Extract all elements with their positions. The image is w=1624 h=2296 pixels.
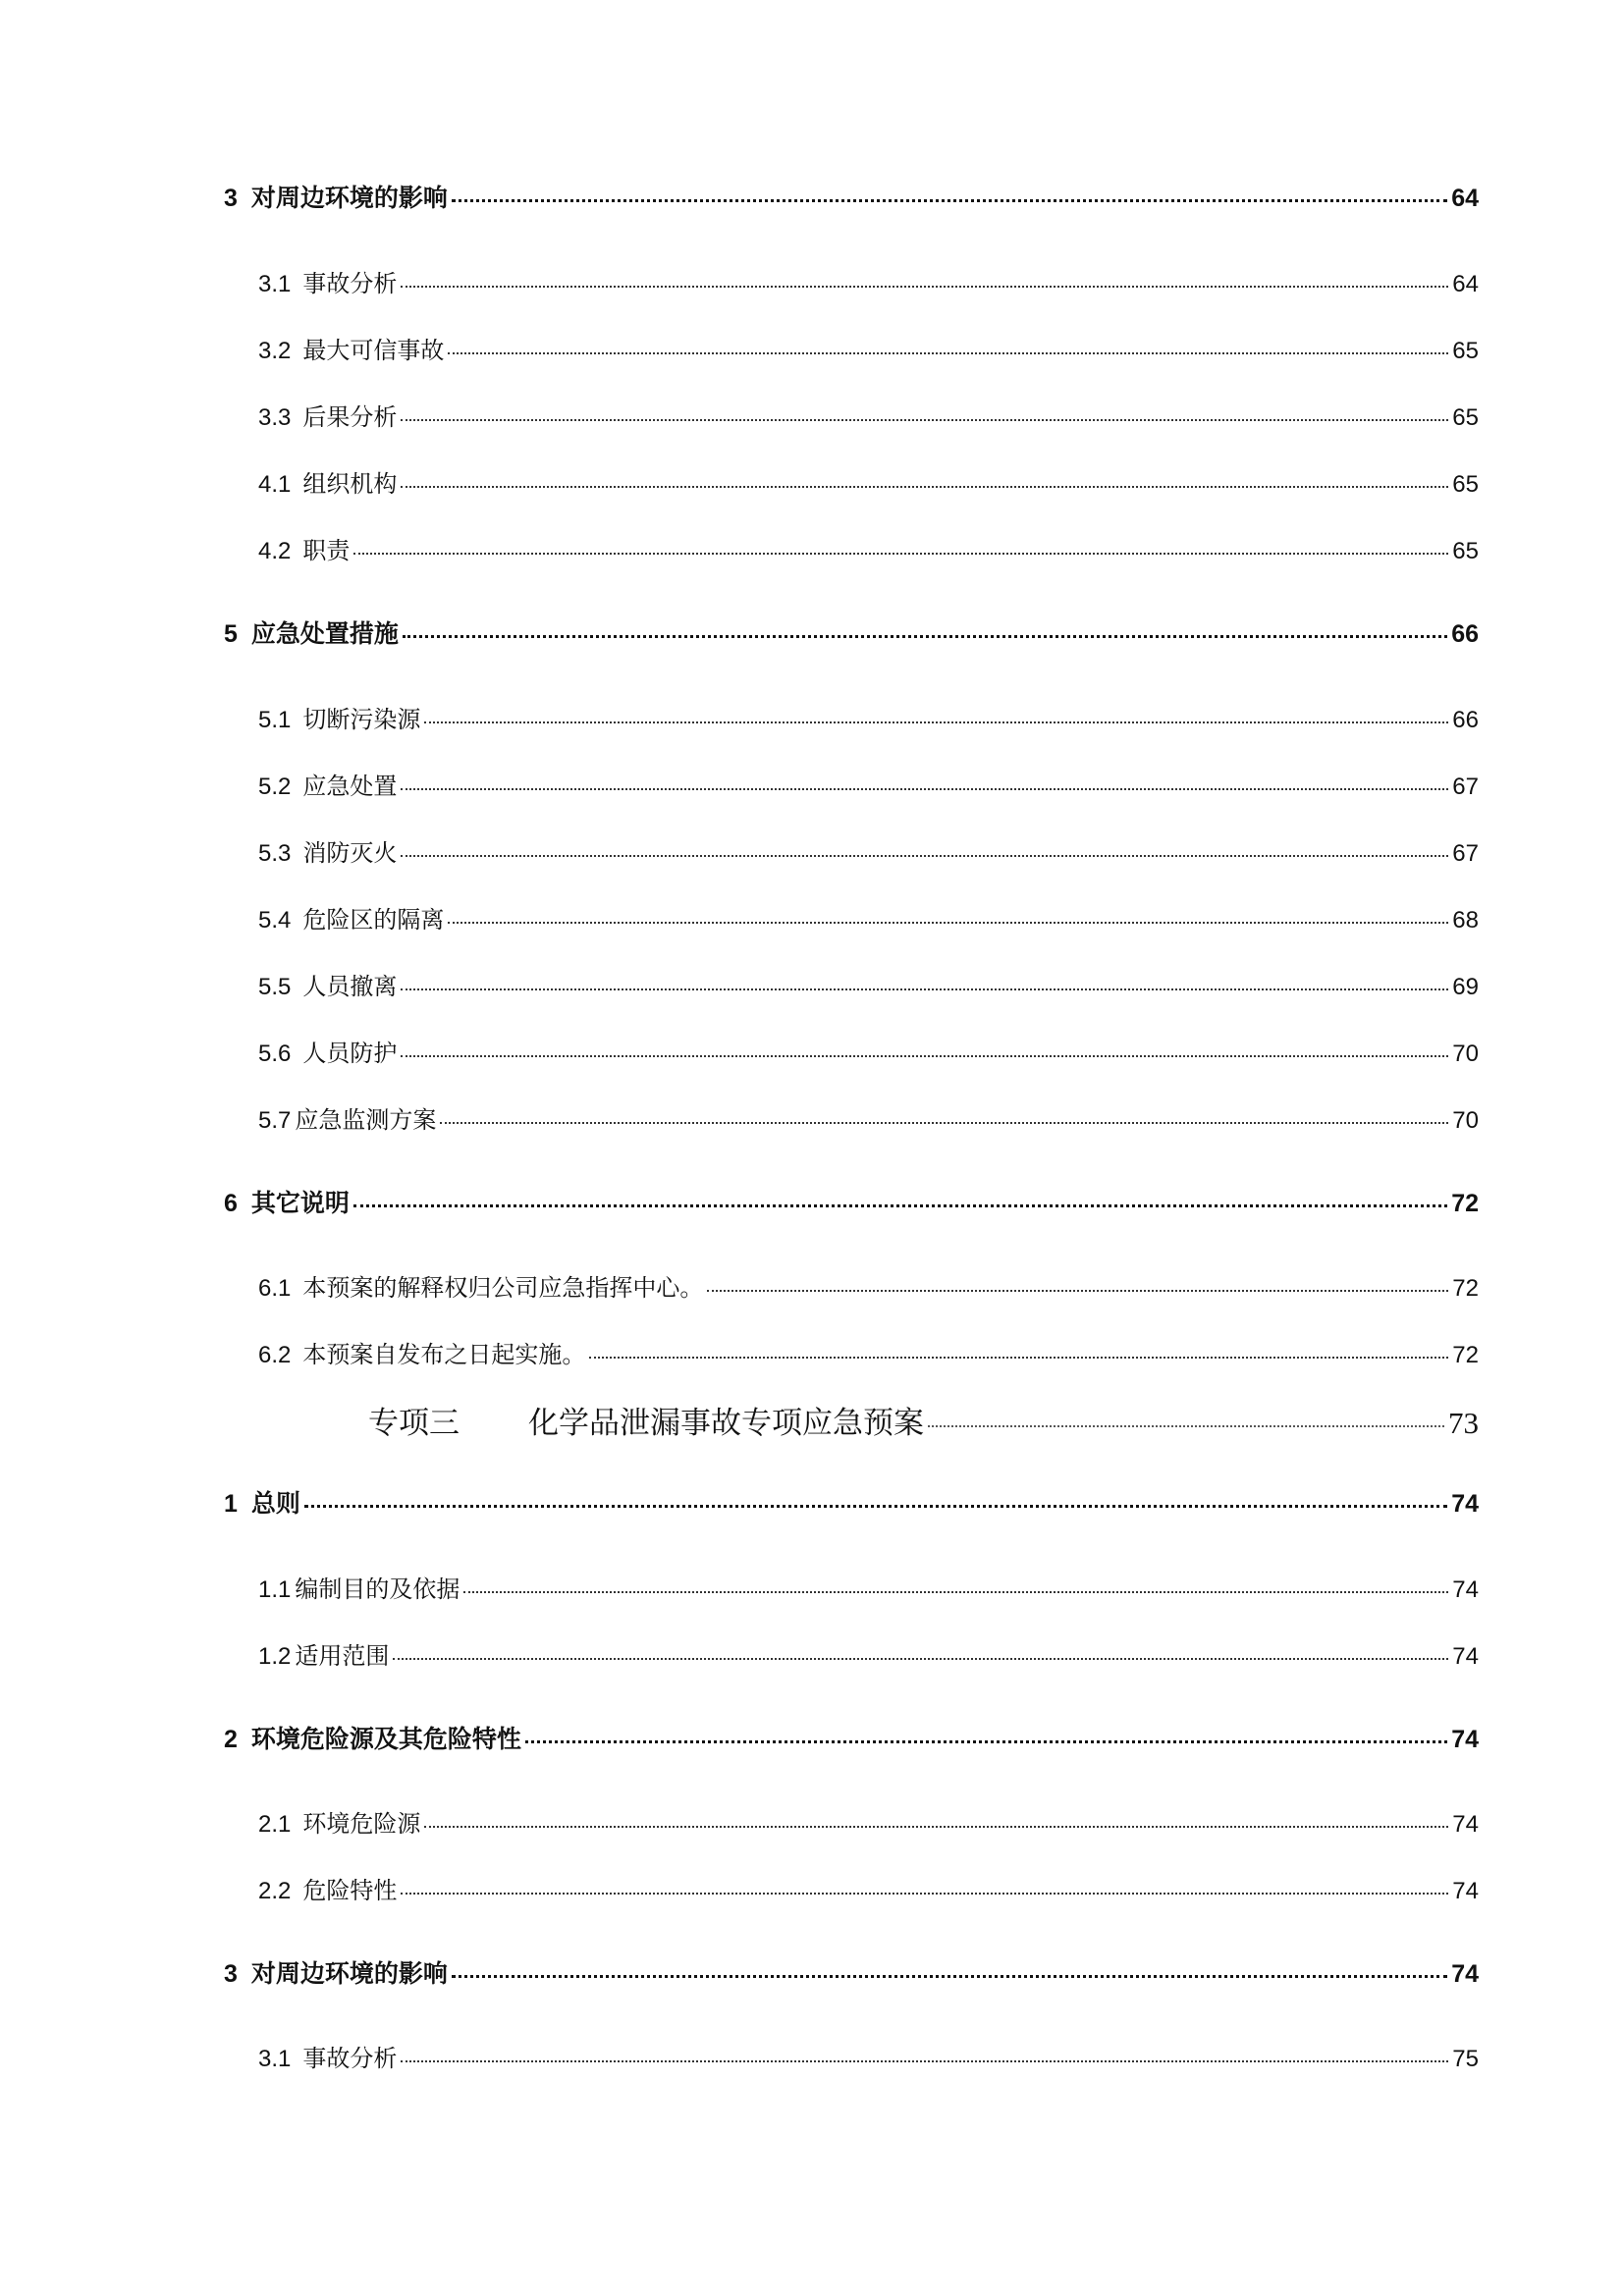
toc-entry-title: 应急处置措施: [250, 620, 399, 648]
toc-dot-leader: [353, 1203, 1447, 1207]
toc-dot-leader: [401, 485, 1448, 488]
toc-entry-title: 事故分析: [302, 271, 398, 297]
toc-entry-number: 5.7: [258, 1107, 292, 1134]
toc-entry-number: 4.2: [258, 538, 292, 564]
toc-entry-special-3[interactable]: [368, 1398, 1479, 1442]
toc-entry-3-2[interactable]: [258, 331, 1479, 365]
toc-entry-title: 组织机构: [302, 471, 398, 498]
toc-entry-6-2[interactable]: [258, 1335, 1479, 1369]
toc-entry-number: 3: [224, 1960, 238, 1988]
toc-entry-page: 66: [1451, 620, 1479, 648]
toc-entry-title: 最大可信事故: [302, 338, 445, 364]
toc-dot-leader: [440, 1121, 1448, 1124]
toc-entry-page: 70: [1452, 1107, 1479, 1134]
toc-entry-page: 74: [1451, 1726, 1479, 1753]
toc-entry-number: 5: [224, 620, 238, 648]
toc-dot-leader: [448, 921, 1448, 924]
toc-entry-title: 人员撤离: [302, 974, 398, 1000]
toc-entry-number: 3: [224, 185, 238, 212]
toc-dot-leader: [401, 2059, 1448, 2062]
toc-entry-1-1[interactable]: [258, 1570, 1479, 1604]
toc-entry-number: 5.6: [258, 1041, 292, 1067]
toc-entry-page: 74: [1452, 1643, 1479, 1670]
toc-entry-page: 65: [1452, 471, 1479, 498]
toc-dot-leader: [463, 1590, 1448, 1593]
toc-entry-title: 对周边环境的影响: [250, 1960, 448, 1988]
toc-dot-leader: [353, 552, 1448, 555]
toc-entry-title: 其它说明: [250, 1190, 350, 1217]
toc-dot-leader: [401, 285, 1448, 288]
toc-entry-5-1[interactable]: [258, 700, 1479, 734]
toc-entry-page: 72: [1452, 1275, 1479, 1302]
toc-entry-title: 对周边环境的影响: [250, 185, 448, 212]
toc-entry-5-4[interactable]: [258, 900, 1479, 934]
toc-entry-page: 64: [1451, 185, 1479, 212]
toc-entry-number: 5.5: [258, 974, 292, 1000]
toc-entry-title: 环境危险源及其危险特性: [250, 1726, 521, 1753]
toc-dot-leader: [401, 854, 1448, 857]
toc-entry-number: 5.1: [258, 707, 292, 733]
toc-entry-number: 3.1: [258, 271, 292, 297]
toc-entry-6[interactable]: [224, 1184, 1479, 1219]
toc-entry-page: 67: [1452, 774, 1479, 800]
toc-entry-title: 编制目的及依据: [295, 1576, 460, 1603]
toc-entry-page: 72: [1452, 1342, 1479, 1368]
toc-entry-page: 68: [1452, 907, 1479, 934]
toc-entry-number: 6.1: [258, 1275, 292, 1302]
toc-entry-number: 5.3: [258, 840, 292, 867]
toc-entry-title: 切断污染源: [302, 707, 421, 733]
toc-entry-title: 总则: [250, 1490, 300, 1518]
toc-entry-page: 65: [1452, 404, 1479, 431]
toc-entry-2[interactable]: [224, 1720, 1479, 1755]
toc-entry-page: 67: [1452, 840, 1479, 867]
toc-entry-5-7[interactable]: [258, 1100, 1479, 1135]
toc-entry-number: 3.1: [258, 2046, 292, 2072]
toc-entry-3-second[interactable]: [224, 1954, 1479, 1990]
toc-entry-number: 2.2: [258, 1878, 292, 1904]
toc-entry-number: 6: [224, 1190, 238, 1217]
toc-entry-title: 消防灭火: [302, 840, 398, 867]
toc-dot-leader: [452, 1974, 1447, 1978]
toc-dot-leader: [304, 1504, 1447, 1508]
toc-entry-number: 4.1: [258, 471, 292, 498]
toc-dot-leader: [424, 721, 1448, 723]
toc-entry-title: 本预案的解释权归公司应急指挥中心。: [302, 1275, 704, 1302]
toc-entry-6-1[interactable]: [258, 1268, 1479, 1303]
toc-entry-title: 危险区的隔离: [302, 907, 445, 934]
toc-entry-number: 1: [224, 1490, 238, 1518]
toc-entry-page: 72: [1451, 1190, 1479, 1217]
toc-entry-page: 73: [1448, 1406, 1479, 1440]
toc-entry-number: 6.2: [258, 1342, 292, 1368]
toc-entry-4-2[interactable]: [258, 531, 1479, 565]
toc-entry-page: 69: [1452, 974, 1479, 1000]
toc-entry-number: 5.2: [258, 774, 292, 800]
toc-entry-title: 环境危险源: [302, 1811, 421, 1838]
toc-entry-5-2[interactable]: [258, 767, 1479, 801]
toc-entry-title: 本预案自发布之日起实施。: [302, 1342, 586, 1368]
toc-entry-title: 应急处置: [302, 774, 398, 800]
toc-entry-page: 74: [1451, 1490, 1479, 1518]
toc-entry-page: 70: [1452, 1041, 1479, 1067]
toc-entry-number: 1.1: [258, 1576, 292, 1603]
toc-entry-5-3[interactable]: [258, 833, 1479, 868]
toc-dot-leader: [403, 634, 1447, 638]
toc-entry-1[interactable]: [224, 1484, 1479, 1520]
toc-dot-leader: [401, 1054, 1448, 1057]
toc-entry-number: 专项三: [368, 1406, 460, 1440]
toc-entry-number: 5.4: [258, 907, 292, 934]
toc-dot-leader: [448, 351, 1448, 354]
toc-dot-leader: [525, 1739, 1447, 1743]
toc-entry-number: 1.2: [258, 1643, 292, 1670]
toc-entry-title: 化学品泄漏事故专项应急预案: [528, 1406, 924, 1440]
toc-dot-leader: [401, 787, 1448, 790]
toc-entry-title: 职责: [302, 538, 351, 564]
toc-dot-leader: [707, 1289, 1448, 1292]
toc-entry-number: 2: [224, 1726, 238, 1753]
toc-entry-title: 危险特性: [302, 1878, 398, 1904]
toc-dot-leader: [928, 1424, 1444, 1427]
toc-entry-number: 3.2: [258, 338, 292, 364]
toc-dot-leader: [424, 1825, 1448, 1828]
toc-dot-leader: [589, 1356, 1448, 1359]
toc-entry-3[interactable]: [224, 179, 1479, 214]
toc-entry-4-1[interactable]: [258, 464, 1479, 499]
toc-entry-page: 65: [1452, 338, 1479, 364]
toc-entry-page: 74: [1452, 1811, 1479, 1838]
toc-entry-5[interactable]: [224, 614, 1479, 650]
toc-entry-page: 74: [1452, 1878, 1479, 1904]
toc-dot-leader: [393, 1657, 1448, 1660]
toc-dot-leader: [452, 198, 1447, 202]
toc-entry-5-5[interactable]: [258, 967, 1479, 1001]
toc-entry-title: 人员防护: [302, 1041, 398, 1067]
toc-entry-3-1[interactable]: [258, 264, 1479, 298]
toc-entry-3-3[interactable]: [258, 398, 1479, 432]
toc-entry-number: 2.1: [258, 1811, 292, 1838]
toc-dot-leader: [401, 988, 1448, 990]
toc-entry-page: 64: [1452, 271, 1479, 297]
toc-entry-page: 65: [1452, 538, 1479, 564]
toc-entry-title: 事故分析: [302, 2046, 398, 2072]
toc-entry-page: 74: [1451, 1960, 1479, 1988]
toc-entry-2-2[interactable]: [258, 1871, 1479, 1905]
toc-entry-title: 后果分析: [302, 404, 398, 431]
toc-entry-page: 74: [1452, 1576, 1479, 1603]
toc-entry-page: 75: [1452, 2046, 1479, 2072]
toc-entry-5-6[interactable]: [258, 1034, 1479, 1068]
toc-entry-1-2[interactable]: [258, 1636, 1479, 1671]
toc-dot-leader: [401, 1892, 1448, 1895]
toc-dot-leader: [401, 418, 1448, 421]
toc-entry-title: 应急监测方案: [295, 1107, 437, 1134]
toc-entry-3-1-second[interactable]: [258, 2039, 1479, 2073]
toc-entry-page: 66: [1452, 707, 1479, 733]
toc-entry-2-1[interactable]: [258, 1804, 1479, 1839]
toc-entry-number: 3.3: [258, 404, 292, 431]
toc-entry-title: 适用范围: [295, 1643, 390, 1670]
